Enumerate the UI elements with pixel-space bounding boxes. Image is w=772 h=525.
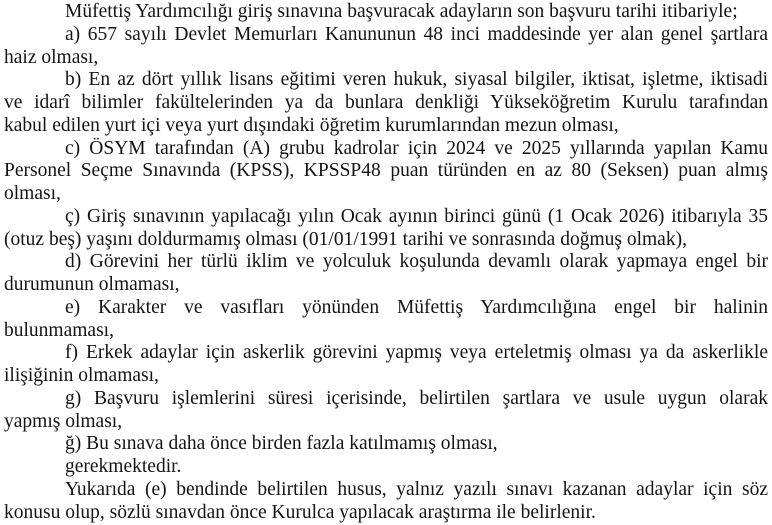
text-line: d) Görevini her türlü iklim ve yolculuk koşulunda devamlı olarak yapmaya engel bir bbox=[65, 251, 768, 273]
paragraph-d bbox=[4, 251, 768, 297]
text-line: b) En az dört yıllık lisans eğitimi veren hukuk, siyasal bilgiler, iktisat, işletme, iktisadi bbox=[65, 69, 768, 91]
text-line: f) Erkek adaylar için askerlik görevini yapmış veya erteletmiş olması ya da askerlikle bbox=[65, 342, 768, 364]
text-line: e) Karakter ve vasıfları yönünden Müfettiş Yardımcılığına engel bir halinin bbox=[65, 296, 768, 318]
paragraph-closing bbox=[4, 456, 768, 479]
text-line: yapmış olması, bbox=[4, 410, 123, 432]
text-line: Müfettiş Yardımcılığı giriş sınavına başvuracak adayların son başvuru tarihi itibariyle; bbox=[65, 1, 738, 22]
text-line: Personel Seçme Sınavında (KPSS), KPSSP48 puan türünden en az 80 (Seksen) puan almış bbox=[4, 160, 768, 182]
paragraph-f bbox=[4, 342, 768, 388]
text-line: Yukarıda (e) bendinde belirtilen husus, yalnız yazılı sınavı kazanan adaylar için söz bbox=[65, 478, 768, 500]
paragraph-c-cedilla bbox=[4, 206, 768, 252]
text-line: c) ÖSYM tarafından (A) grubu kadrolar için 2024 ve 2025 yıllarında yapılan Kamu bbox=[65, 137, 768, 159]
text-line: ğ) Bu sınava daha önce birden fazla katılmamış olması, bbox=[65, 433, 498, 455]
paragraph-e bbox=[4, 297, 768, 343]
paragraph-g bbox=[4, 388, 768, 434]
paragraph-c bbox=[4, 138, 768, 206]
text-line: konusu olup, sözlü sınavdan önce Kurulca yapılacak araştırma ile belirlenir. bbox=[4, 501, 596, 523]
text-line: (otuz beş) yaşını doldurmamış olması (01/01/1991 tarihi ve sonrasında doğmuş olmak), bbox=[4, 228, 687, 250]
text-line: haiz olması, bbox=[4, 46, 99, 68]
text-line: a) 657 sayılı Devlet Memurları Kanununun 48 inci maddesinde yer alan genel şartlara bbox=[65, 23, 768, 45]
paragraph-intro bbox=[4, 1, 768, 24]
paragraph-g-breve bbox=[4, 433, 768, 456]
text-line: gerekmektedir. bbox=[65, 456, 182, 477]
text-line: g) Başvuru işlemlerini süresi içerisinde, belirtilen şartlara ve usule uygun olarak bbox=[65, 387, 768, 409]
text-line: ç) Giriş sınavının yapılacağı yılın Ocak ayının birinci günü (1 Ocak 2026) itibarıyla 35 bbox=[65, 205, 768, 227]
text-line: olması, bbox=[4, 183, 61, 204]
paragraph-note bbox=[4, 479, 768, 525]
paragraph-b bbox=[4, 69, 768, 137]
text-line: bulunmaması, bbox=[4, 319, 114, 341]
paragraph-a bbox=[4, 24, 768, 70]
text-line: kabul edilen yurt içi veya yurt dışındaki öğretim kurumlarından mezun olması, bbox=[4, 114, 619, 136]
text-line: ve idarî bilimler fakültelerinden ya da bunlara denkliği Yükseköğretim Kurulu tarafından bbox=[4, 92, 768, 113]
text-line: ilişiğinin olmaması, bbox=[4, 365, 159, 386]
text-line: durumunun olmaması, bbox=[4, 274, 180, 295]
